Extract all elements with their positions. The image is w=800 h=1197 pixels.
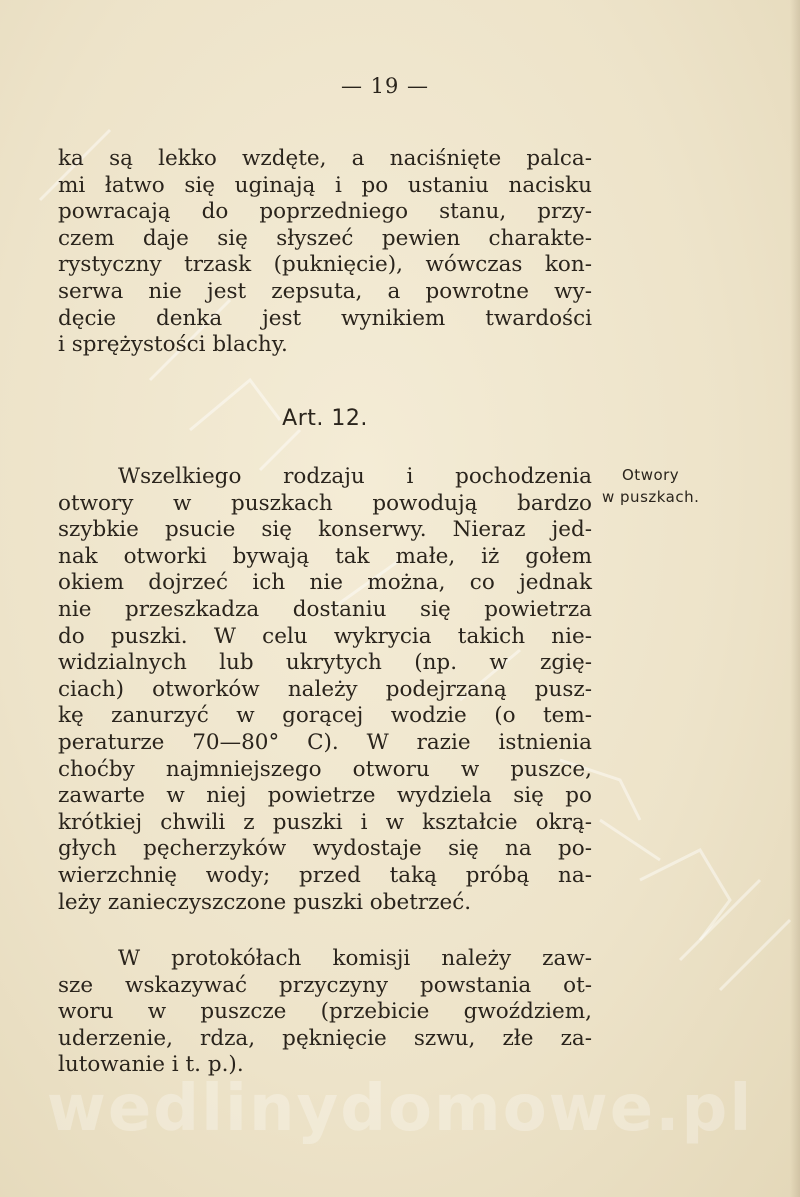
text-line: W protokółach komisji należy zaw-: [118, 946, 592, 971]
article-heading: Art. 12.: [282, 406, 368, 431]
text-line: lutowanie i t. p.).: [58, 1052, 244, 1078]
text-line: okiem dojrzeć ich nie można, co jednak: [58, 570, 592, 596]
margin-note-line: w puszkach.: [602, 488, 700, 506]
text-line: powracają do poprzedniego stanu, przy-: [58, 199, 592, 225]
text-line: nie przeszkadza dostaniu się powietrza: [58, 596, 592, 622]
text-line: kę zanurzyć w gorącej wodzie (o tem-: [58, 703, 592, 729]
text-line: woru w puszcze (przebicie gwoździem,: [58, 999, 592, 1025]
text-line: krótkiej chwili z puszki i w kształcie okrą-: [58, 809, 592, 835]
text-line: głych pęcherzyków wydostaje się na po-: [58, 836, 592, 862]
text-line: otwory w puszkach powodują bardzo: [58, 490, 592, 516]
text-line: uderzenie, rdza, pęknięcie szwu, złe za-: [58, 1025, 592, 1051]
text-line: zawarte w niej powietrze wydziela się po: [58, 783, 592, 809]
text-line: szybkie psucie się konserwy. Nieraz jed-: [58, 517, 592, 543]
text-line: peraturze 70—80° C). W razie istnienia: [58, 729, 592, 755]
text-line: czem daje się słyszeć pewien charakte-: [58, 225, 592, 251]
text-line: ciach) otworków należy podejrzaną pusz-: [58, 676, 592, 702]
text-line: leży zanieczyszczone puszki obetrzeć.: [58, 889, 472, 915]
text-line: Wszelkiego rodzaju i pochodzenia: [118, 464, 592, 489]
text-line: sze wskazywać przyczyny powstania ot-: [58, 972, 592, 998]
paragraph-2: [58, 464, 592, 916]
page-number: — 19 —: [340, 74, 430, 98]
text-line: wierzchnię wody; przed taką próbą na-: [58, 862, 592, 888]
text-line: do puszki. W celu wykrycia takich nie-: [58, 623, 592, 649]
paragraph-3: [58, 946, 592, 1079]
text-line: mi łatwo się uginają i po ustaniu nacisku: [58, 172, 592, 198]
margin-note-line: Otwory: [622, 466, 680, 484]
paragraph-1: [58, 146, 592, 359]
text-line: dęcie denka jest wynikiem twardości: [58, 305, 592, 331]
text-line: widzialnych lub ukrytych (np. w zgię-: [58, 650, 592, 676]
text-line: ka są lekko wzdęte, a naciśnięte palca-: [58, 146, 592, 171]
margin-note: [602, 464, 742, 508]
watermark-text: wedlinydomowe.pl: [46, 1072, 754, 1146]
text-line: serwa nie jest zepsuta, a powrotne wy-: [58, 278, 592, 304]
page-edge-shadow: [790, 0, 800, 1197]
text-line: choćby najmniejszego otworu w puszce,: [58, 756, 592, 782]
text-line: nak otworki bywają tak małe, iż gołem: [58, 543, 592, 569]
text-line: i sprężystości blachy.: [58, 332, 288, 358]
text-line: rystyczny trzask (puknięcie), wówczas kon-: [58, 252, 592, 278]
